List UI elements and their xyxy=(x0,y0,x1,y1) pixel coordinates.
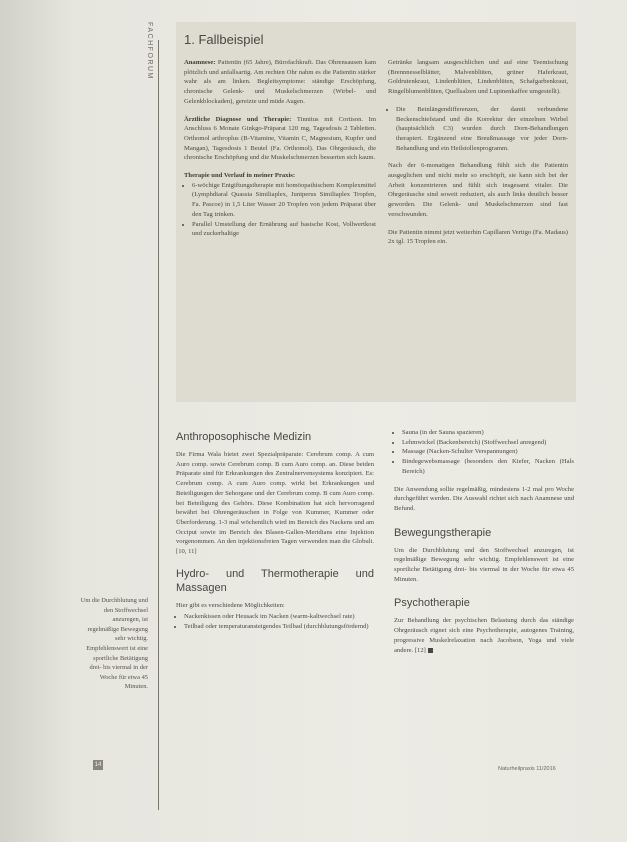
anamnese-paragraph xyxy=(184,58,376,107)
case-title: 1. Fallbeispiel xyxy=(184,32,264,47)
page-number: 14 xyxy=(94,762,102,768)
case-right-list xyxy=(388,105,568,154)
psycho-heading: Psychotherapie xyxy=(394,597,470,610)
case-followup: Die Patientin nimmt jetzt weiterhin Capillaren Vertigo (Fa. Madaus) 2x tgl. 15 Tropfen ein. xyxy=(388,228,568,246)
diagnose-paragraph xyxy=(184,115,376,164)
anthro-text: Die Firma Wala bietet zwei Spezialpräparate: Cerebrum comp. A cum Auro comp. sowie Cerebrum comp. B cum Auro comp. an. Diese beiden Präparate sind für Erkrankungen des Zentralnervensystems konzipiert. Es: Cerebrum comp. A cum Auro comp. wirkt bei Erkrankungen und Beteiligungen der Sehorgane und der Cerebrum comp. B cum Auro comp. bei Beteiligung des Gehörs. Diese Kombination hat sich hervorragend bewährt bei Ohrengeräuschen in Folge von Kummer, Kummer oder Überforderung. 1-3 mal wöchentlich wird im Bereich des Nackens und am Occiput sowie im Bereich des Blasen-Gallen-Meridians eine Injektion vorgenommen. An den injektionsfreien Tagen verwenden man die Globuli. [10, 11] xyxy=(176,451,374,556)
bewegung-text: Um die Durchblutung und den Stoffwechsel anzuregen, ist regelmäßige Bewegung sehr wichtig. Empfehlenswert ist eine sportliche Betätigung drei- bis viermal in der Woche für etwa 45 Minuten. xyxy=(394,546,574,583)
end-mark-icon xyxy=(428,648,433,653)
hydro-list xyxy=(176,612,374,631)
footer-issue: Naturheilpraxis 11/2016 xyxy=(498,766,556,772)
list-item: • Die Beinlängendifferenzen, der damit verbundene Beckenschiefstand und die Korrektur der einzelnen Wirbel (hauptsächlich C3) wurden durch Dorn-Behandlungen therapiert. Ergänzend eine Breußmassage vor jeder Dorn-Behandlung und ein Heilstollenprogramm. xyxy=(396,105,568,154)
list-item: • Lehmwickel (Backenbereich) (Stoffwechsel anregend) xyxy=(402,438,574,448)
case-right-column xyxy=(388,58,568,255)
psycho-text: Zur Behandlung der psychischen Belastung durch das ständige Ohrgeräusch eignet sich eine Psychotherapie, autogenes Training, progressive Muskelrelaxation nach Jacobson, Yoga und viele andere. [12] xyxy=(394,617,574,654)
list-item: • Nackenkissen oder Heusack im Nacken (warm-kaltwechsel rate) xyxy=(184,612,374,622)
list-item: • Parallel Umstellung der Ernährung auf basische Kost, Vollwertkost und zuckerhaltige xyxy=(192,220,376,239)
list-item: • 6-wöchige Entgiftungstherapie mit homöopathischem Komplexmittel (Lymphdiaral Quassia Similiaplex, Juniperus Similiaplex Tropfen, Fa. Pascoe) in 1,5 Liter Wasser 20 Tropfen von jedem Präparat über den Tag trinken. xyxy=(192,181,376,220)
list-item: • Massage (Nacken-Schulter Verspannungen) xyxy=(402,447,574,457)
sidebar-quote: Um die Durchblutung und den Stoffwechsel anzuregen, ist regelmäßige Bewegung sehr wichtig. Empfehlenswert ist eine sportliche Betätigung drei- bis viermal in der Woche für etwa 45 Minuten. xyxy=(80,597,148,691)
main-left-column xyxy=(176,430,374,640)
hydro-heading: Hydro- und Thermotherapie und Massagen xyxy=(176,567,374,594)
case-continuation: Getränke langsam ausgeschlichen und auf eine Teemischung (Brennnesselblätter, Malvenblüten, grüner Haferkraut, Goldrutenkraut, Lindenblüten, Lindenblüten, Schafgarbenkraut, Ringelblumenblüten, Quellsalzen und Lupinenkaffee umgestellt). xyxy=(388,59,568,96)
main-right-column xyxy=(394,428,574,663)
list-item: • Sauna (in der Sauna spazieren) xyxy=(402,428,574,438)
section-tag: FACHFORUM xyxy=(146,22,153,80)
diagnose-label: Ärztliche Diagnose und Therapie: xyxy=(184,115,292,123)
column-divider xyxy=(158,40,159,810)
anamnese-text: Patientin (65 Jahre), Bürofachkraft. Das Ohrensausen kam plötzlich und anfallsartig. Am rechten Ohr nahm es die Patientin stärker wahr als am linken. Begleitsymptome: ständige Erschöpfung, chronische Gelenk- und Muskelschmerzen (Wirbel- und Gelenkblockaden), gereizte und müde Augen. xyxy=(184,59,377,105)
praxis-label: Therapie und Verlauf in meiner Praxis: xyxy=(184,172,296,180)
list-item: • Bindegewebsmassage (besonders den Kiefer, Nacken (Hals Bereich) xyxy=(402,457,574,476)
anthro-heading: Anthroposophische Medizin xyxy=(176,431,312,443)
praxis-list xyxy=(184,181,376,239)
diagnose-text: Tinnitus mit Cortison. Im Anschluss 6 Monate Ginkgo-Präparat 120 mg, Tagesdosis 2 Tabletten. Orthomol arthroplus (B-Vitamine, Vitamin C, Magnesium, Kupfer und Mangan), Tagesdosis 1 Beutel (Fa. Orthomol). Das Ohrgeräusch, die chronische Erschöpfung und die Muskelschmerzen besserten sich kaum. xyxy=(184,115,376,162)
case-result: Nach der 6-monatigen Behandlung fühlt sich die Patientin ausgeglichen und nicht mehr so erschöpft, sie kann sich bei der Arbeit konzentrieren und fühlt sich insgesamt vitaler. Die Ohrgeräusche sind soweit reduziert, als auch links deutlich besser geworden. Die Gelenk- und Muskelschmerzen sind fast verschwunden. xyxy=(388,162,568,218)
psycho-paragraph xyxy=(394,616,574,655)
application-note: Die Anwendung sollte regelmäßig, mindestens 1-2 mal pro Woche durchgeführt werden. Die Auswahl richtet sich nach Anamnese und Befund. xyxy=(394,485,574,512)
case-left-column xyxy=(184,58,376,247)
hydro-intro: Hier gibt es verschiedene Möglichkeiten: xyxy=(176,601,285,609)
hydro-list-continued xyxy=(394,428,574,477)
bewegung-heading: Bewegungstherapie xyxy=(394,526,492,539)
anamnese-label: Anamnese: xyxy=(184,59,216,66)
list-item: • Teilbad oder temperaturansteigendes Teilbad (durchblutungsfördernd) xyxy=(184,622,374,632)
